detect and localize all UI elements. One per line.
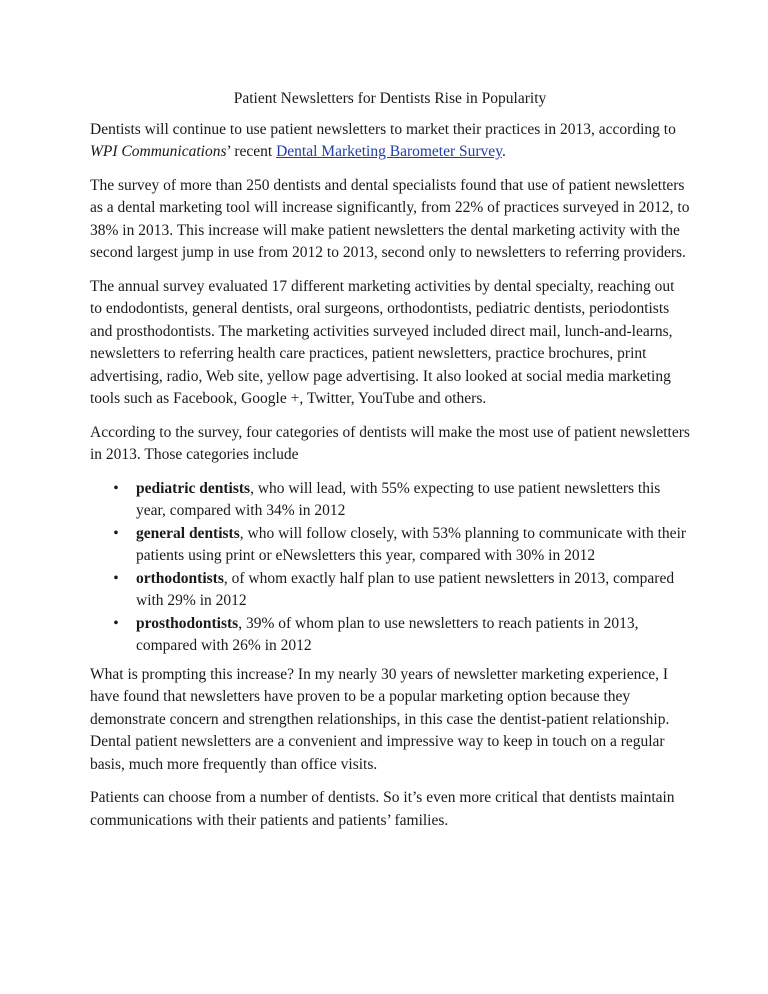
list-item-term: orthodontists: [136, 569, 224, 587]
list-item: [110, 568, 690, 613]
list-item-term: general dentists: [136, 524, 240, 542]
list-item-term: pediatric dentists: [136, 479, 251, 497]
categories-list: [90, 478, 690, 658]
list-item-text: , of whom exactly half plan to use patient newsletters in 2013, compared with 29% in 2012: [136, 569, 675, 609]
intro-paragraph: [90, 119, 690, 164]
company-name: WPI Communications: [90, 143, 227, 160]
list-item: [110, 478, 690, 523]
categories-intro-paragraph: According to the survey, four categories of dentists will make the most use of patient newsletters in 2013. Those categories include: [90, 423, 690, 463]
bullet-icon: •: [113, 569, 119, 587]
experience-paragraph: What is prompting this increase? In my nearly 30 years of newsletter marketing experience, I have found that newsletters have proven to be a popular marketing option because they demonstrate concern and strengthen relationships, in this case the dentist-patient relationship. Dental patient newsletters are a convenient and impressive way to keep in touch on a regular basis, much more frequently than office visits.: [90, 665, 670, 773]
document-title: Patient Newsletters for Dentists Rise in Popularity: [233, 90, 547, 107]
annual-survey-paragraph: The annual survey evaluated 17 different marketing activities by dental specialty, reaching out to endodontists, general dentists, oral surgeons, orthodontists, pediatric dentists, periodontists and prosthodontists. The marketing activities surveyed included direct mail, lunch-and-learns, newsletters to referring health care practices, patient newsletters, practice brochures, print advertising, radio, Web site, yellow page advertising. It also looked at social media marketing tools such as Facebook, Google +, Twitter, YouTube and others.: [90, 277, 675, 407]
list-item: [110, 613, 690, 658]
survey-link[interactable]: Dental Marketing Barometer Survey: [276, 143, 502, 160]
list-item-text: , 39% of whom plan to use newsletters to reach patients in 2013, compared with 26% in 2012: [136, 614, 639, 654]
list-item-text: , who will follow closely, with 53% planning to communicate with their patients using print or eNewsletters this year, compared with 30% in 2012: [136, 524, 687, 564]
list-item-text: , who will lead, with 55% expecting to use patient newsletters this year, compared with 34% in 2012: [136, 479, 661, 519]
list-item-term: prosthodontists: [136, 614, 239, 632]
closing-paragraph: Patients can choose from a number of dentists. So it’s even more critical that dentists maintain communications with their patients and patients’ families.: [90, 789, 675, 829]
survey-paragraph: The survey of more than 250 dentists and dental specialists found that use of patient newsletters as a dental marketing tool will increase significantly, from 22% of practices surveyed in 2012, to 38% in 2013. This increase will make patient newsletters the dental marketing activity with the second largest jump in use from 2012 to 2013, second only to newsletters to referring providers.: [90, 176, 690, 261]
bullet-icon: •: [113, 524, 119, 542]
intro-text-1: Dentists will continue to use patient newsletters to market their practices in 2013, according to: [90, 120, 676, 138]
document-page: [90, 88, 690, 843]
bullet-icon: •: [113, 614, 119, 632]
list-item: [110, 523, 690, 568]
bullet-icon: •: [113, 479, 119, 497]
intro-text-3: .: [501, 143, 506, 160]
intro-text-2: ’ recent: [226, 143, 277, 160]
